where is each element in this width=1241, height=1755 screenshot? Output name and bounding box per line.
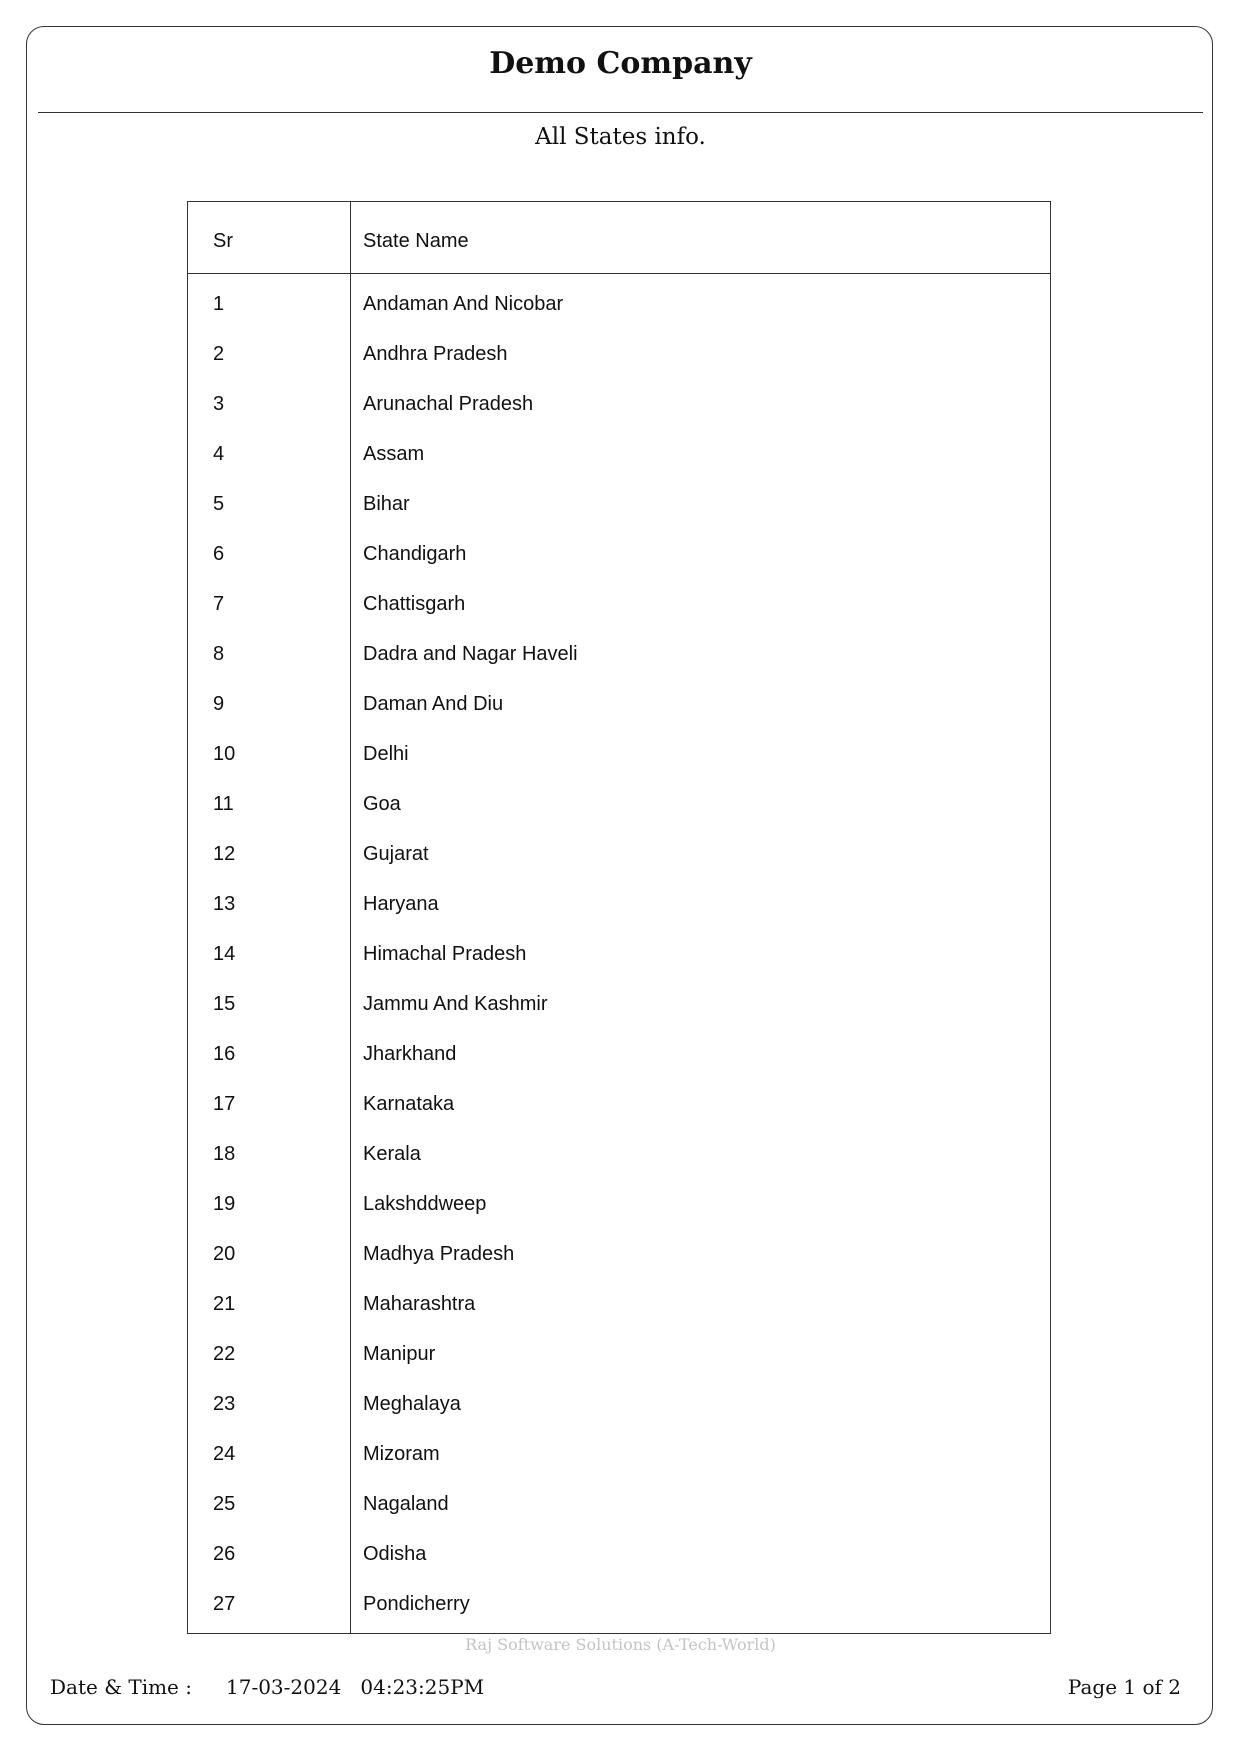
watermark-text: Raj Software Solutions (A-Tech-World) bbox=[465, 1635, 776, 1654]
report-subtitle: All States info. bbox=[535, 124, 706, 150]
sr-cell: 5 bbox=[213, 493, 225, 515]
sr-cell: 26 bbox=[213, 1543, 236, 1565]
state-name-cell: Goa bbox=[363, 793, 401, 815]
state-name-cell: Madhya Pradesh bbox=[363, 1243, 515, 1265]
state-name-cell: Mizoram bbox=[363, 1443, 440, 1465]
table-body bbox=[188, 274, 1050, 1641]
state-name-cell: Chandigarh bbox=[363, 543, 467, 565]
sr-cell: 12 bbox=[213, 843, 236, 865]
state-name-cell: Manipur bbox=[363, 1343, 436, 1365]
column-header-state-name: State Name bbox=[363, 230, 469, 252]
table-row bbox=[188, 291, 1050, 341]
table-row bbox=[188, 1041, 1050, 1091]
state-name-cell: Himachal Pradesh bbox=[363, 943, 527, 965]
state-name-cell: Jammu And Kashmir bbox=[363, 993, 548, 1015]
table-row bbox=[188, 491, 1050, 541]
state-name-cell: Delhi bbox=[363, 743, 409, 765]
table-row bbox=[188, 1141, 1050, 1191]
sr-cell: 22 bbox=[213, 1343, 236, 1365]
page-number: Page 1 of 2 bbox=[1067, 1675, 1181, 1699]
table-row bbox=[188, 1391, 1050, 1441]
table-row bbox=[188, 391, 1050, 441]
table-row bbox=[188, 1591, 1050, 1641]
datetime-label: Date & Time : bbox=[50, 1675, 192, 1699]
sr-cell: 2 bbox=[213, 343, 225, 365]
datetime-value: 17-03-2024 04:23:25PM bbox=[226, 1675, 485, 1699]
table-row bbox=[188, 991, 1050, 1041]
column-header-sr: Sr bbox=[213, 230, 233, 252]
state-name-cell: Dadra and Nagar Haveli bbox=[363, 643, 578, 665]
state-name-cell: Maharashtra bbox=[363, 1293, 476, 1315]
state-name-cell: Andhra Pradesh bbox=[363, 343, 508, 365]
sr-cell: 4 bbox=[213, 443, 225, 465]
state-name-cell: Meghalaya bbox=[363, 1393, 461, 1415]
state-name-cell: Odisha bbox=[363, 1543, 427, 1565]
table-row bbox=[188, 1091, 1050, 1141]
sr-cell: 23 bbox=[213, 1393, 236, 1415]
sr-cell: 13 bbox=[213, 893, 236, 915]
table-row bbox=[188, 1491, 1050, 1541]
sr-cell: 15 bbox=[213, 993, 236, 1015]
states-table bbox=[187, 201, 1051, 1634]
sr-cell: 8 bbox=[213, 643, 225, 665]
sr-cell: 21 bbox=[213, 1293, 236, 1315]
table-row bbox=[188, 1441, 1050, 1491]
sr-cell: 7 bbox=[213, 593, 225, 615]
sr-cell: 10 bbox=[213, 743, 236, 765]
sr-cell: 17 bbox=[213, 1093, 236, 1115]
state-name-cell: Arunachal Pradesh bbox=[363, 393, 534, 415]
state-name-cell: Andaman And Nicobar bbox=[363, 293, 564, 315]
state-name-cell: Karnataka bbox=[363, 1093, 455, 1115]
table-row bbox=[188, 1241, 1050, 1291]
sr-cell: 3 bbox=[213, 393, 225, 415]
table-row bbox=[188, 591, 1050, 641]
state-name-cell: Jharkhand bbox=[363, 1043, 457, 1065]
state-name-cell: Bihar bbox=[363, 493, 410, 515]
state-name-cell: Kerala bbox=[363, 1143, 421, 1165]
sr-cell: 27 bbox=[213, 1593, 236, 1615]
table-row bbox=[188, 841, 1050, 891]
table-row bbox=[188, 541, 1050, 591]
sr-cell: 1 bbox=[213, 293, 225, 315]
sr-cell: 11 bbox=[213, 793, 234, 815]
state-name-cell: Chattisgarh bbox=[363, 593, 466, 615]
table-row bbox=[188, 691, 1050, 741]
sr-cell: 6 bbox=[213, 543, 225, 565]
sr-cell: 14 bbox=[213, 943, 236, 965]
company-title: Demo Company bbox=[489, 46, 752, 81]
table-row bbox=[188, 1191, 1050, 1241]
table-row bbox=[188, 641, 1050, 691]
table-row bbox=[188, 341, 1050, 391]
state-name-cell: Haryana bbox=[363, 893, 439, 915]
sr-cell: 9 bbox=[213, 693, 225, 715]
table-row bbox=[188, 941, 1050, 991]
sr-cell: 16 bbox=[213, 1043, 236, 1065]
sr-cell: 24 bbox=[213, 1443, 236, 1465]
state-name-cell: Assam bbox=[363, 443, 425, 465]
table-row bbox=[188, 1341, 1050, 1391]
table-row bbox=[188, 741, 1050, 791]
sr-cell: 25 bbox=[213, 1493, 236, 1515]
sr-cell: 19 bbox=[213, 1193, 236, 1215]
sr-cell: 18 bbox=[213, 1143, 236, 1165]
state-name-cell: Gujarat bbox=[363, 843, 429, 865]
sr-cell: 20 bbox=[213, 1243, 236, 1265]
table-row bbox=[188, 1291, 1050, 1341]
header-divider bbox=[38, 112, 1203, 113]
state-name-cell: Pondicherry bbox=[363, 1593, 470, 1615]
table-row bbox=[188, 441, 1050, 491]
state-name-cell: Daman And Diu bbox=[363, 693, 504, 715]
state-name-cell: Lakshddweep bbox=[363, 1193, 487, 1215]
table-row bbox=[188, 1541, 1050, 1591]
table-row bbox=[188, 891, 1050, 941]
state-name-cell: Nagaland bbox=[363, 1493, 449, 1515]
table-row bbox=[188, 791, 1050, 841]
table-header-row bbox=[188, 202, 1050, 274]
